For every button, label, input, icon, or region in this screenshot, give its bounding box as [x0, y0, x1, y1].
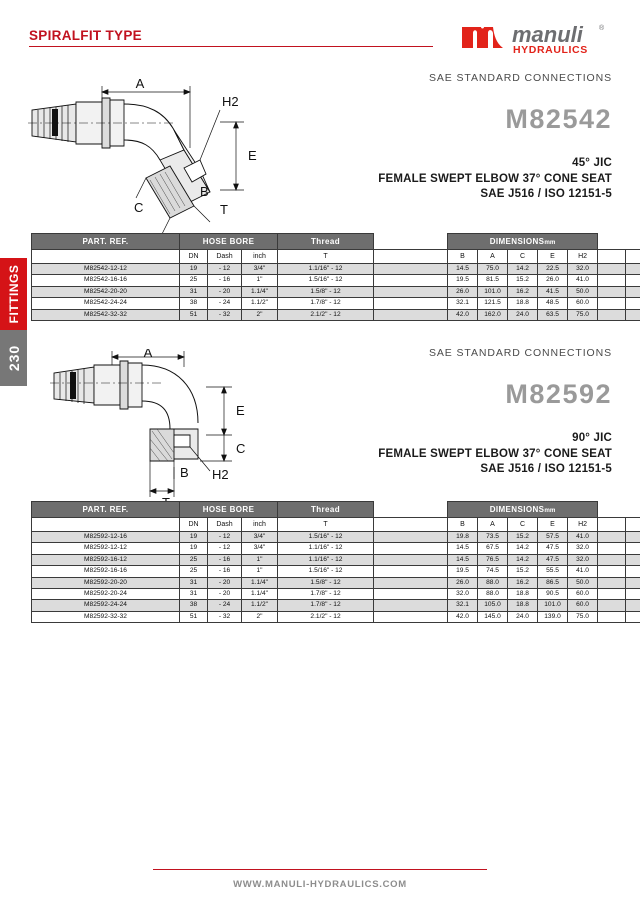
- subheader-t: T: [278, 250, 374, 264]
- cell-h2: 75.0: [568, 611, 598, 622]
- subheader-b: B: [448, 518, 478, 532]
- cell-inch: 1": [242, 275, 278, 286]
- subheader-dash: Dash: [208, 250, 242, 264]
- cell-t: 1.7/8" - 12: [278, 600, 374, 611]
- cell-inch: 1.1/4": [242, 286, 278, 297]
- cell-h2: 75.0: [568, 309, 598, 320]
- header-part-ref: PART. REF.: [32, 234, 180, 250]
- subheader-t: T: [278, 518, 374, 532]
- cell-c: 18.8: [508, 589, 538, 600]
- cell-dn: 25: [180, 554, 208, 565]
- cell-a: 121.5: [478, 298, 508, 309]
- cell-b: 32.0: [448, 589, 478, 600]
- header-dimensions-text: DIMENSIONS: [489, 505, 545, 514]
- cell-b: 19.5: [448, 275, 478, 286]
- table-group-header: [32, 234, 640, 250]
- cell-spacer: [374, 532, 448, 543]
- cell-c: 14.2: [508, 543, 538, 554]
- subheader-inch: inch: [242, 250, 278, 264]
- cell-spacer: [626, 577, 640, 588]
- cell-spacer: [374, 577, 448, 588]
- cell-inch: 1": [242, 566, 278, 577]
- cell-dn: 25: [180, 275, 208, 286]
- side-tab-category: [0, 258, 27, 330]
- cell-ref: M82592-16-16: [32, 566, 180, 577]
- cell-t: 1.5/16" - 12: [278, 566, 374, 577]
- page-title: SPIRALFIT TYPE: [29, 28, 142, 43]
- cell-a: 81.5: [478, 275, 508, 286]
- cell-spacer: [626, 543, 640, 554]
- cell-dn: 51: [180, 611, 208, 622]
- cell-spacer: [626, 566, 640, 577]
- cell-t: 1.5/8" - 12: [278, 577, 374, 588]
- logo-registered-mark: ®: [599, 25, 605, 32]
- table-row: [32, 566, 640, 577]
- side-tab-page-label: 230: [5, 344, 22, 372]
- cell-spacer: [598, 600, 626, 611]
- product-code: M82592: [505, 379, 612, 409]
- product-code: M82542: [505, 104, 612, 134]
- header-hose-bore: HOSE BORE: [180, 234, 278, 250]
- logo-subtitle: HYDRAULICS: [513, 44, 588, 56]
- subheader-gap: [374, 518, 448, 532]
- cell-dash: - 24: [208, 600, 242, 611]
- cell-inch: 3/4": [242, 264, 278, 275]
- subheader-inch: inch: [242, 518, 278, 532]
- cell-c: 15.2: [508, 566, 538, 577]
- table-row: [32, 298, 640, 309]
- cell-a: 67.5: [478, 543, 508, 554]
- header-spacer-right-2: [626, 502, 640, 518]
- cell-e: 41.5: [538, 286, 568, 297]
- subheader-extra-2: [626, 518, 640, 532]
- dim-label-e: E: [236, 403, 245, 418]
- cell-dn: 38: [180, 298, 208, 309]
- cell-e: 57.5: [538, 532, 568, 543]
- cell-c: 18.8: [508, 298, 538, 309]
- table-sub-header: [32, 250, 640, 264]
- cell-a: 74.5: [478, 566, 508, 577]
- dim-label-b: B: [180, 465, 189, 480]
- side-tab-category-label: FITTINGS: [6, 264, 21, 324]
- desc-line-2: FEMALE SWEPT ELBOW 37° CONE SEAT: [378, 447, 612, 460]
- cell-inch: 1.1/4": [242, 589, 278, 600]
- cell-b: 19.8: [448, 532, 478, 543]
- cell-dash: - 12: [208, 532, 242, 543]
- cell-e: 63.5: [538, 309, 568, 320]
- product-description: [282, 431, 612, 478]
- cell-t: 1.1/16" - 12: [278, 543, 374, 554]
- cell-c: 16.2: [508, 577, 538, 588]
- logo-wordmark: manuli: [512, 22, 583, 47]
- dim-label-c: C: [134, 200, 144, 215]
- cell-h2: 41.0: [568, 532, 598, 543]
- cell-spacer: [374, 554, 448, 565]
- cell-spacer: [598, 309, 626, 320]
- header-spacer-right-1: [598, 502, 626, 518]
- header-dimensions: [448, 234, 598, 250]
- subheader-a: A: [478, 250, 508, 264]
- cell-h2: 50.0: [568, 286, 598, 297]
- cell-dn: 31: [180, 286, 208, 297]
- cell-a: 162.0: [478, 309, 508, 320]
- cell-a: 88.0: [478, 577, 508, 588]
- table-row: [32, 611, 640, 622]
- table-row: [32, 554, 640, 565]
- table-row: [32, 589, 640, 600]
- subheader-blank: [32, 250, 180, 264]
- dim-label-h2: H2: [222, 94, 239, 109]
- cell-e: 101.0: [538, 600, 568, 611]
- cell-t: 2.1/2" - 12: [278, 309, 374, 320]
- cell-ref: M82592-12-12: [32, 543, 180, 554]
- header-spacer-right-2: [626, 234, 640, 250]
- cell-spacer: [374, 566, 448, 577]
- cell-dn: 51: [180, 309, 208, 320]
- cell-dash: - 16: [208, 275, 242, 286]
- cell-dn: 31: [180, 577, 208, 588]
- cell-spacer: [598, 611, 626, 622]
- dim-label-a: A: [143, 349, 153, 360]
- header-spacer: [374, 234, 448, 250]
- subheader-extra-1: [598, 250, 626, 264]
- cell-e: 47.5: [538, 554, 568, 565]
- dim-label-c: C: [236, 441, 246, 456]
- table-row: [32, 286, 640, 297]
- cell-t: 1.5/8" - 12: [278, 286, 374, 297]
- cell-c: 24.0: [508, 309, 538, 320]
- desc-line-2: FEMALE SWEPT ELBOW 37° CONE SEAT: [378, 172, 612, 185]
- subheader-c: C: [508, 518, 538, 532]
- cell-ref: M82592-12-16: [32, 532, 180, 543]
- cell-spacer: [598, 589, 626, 600]
- cell-b: 42.0: [448, 309, 478, 320]
- cell-spacer: [374, 611, 448, 622]
- cell-inch: 1.1/2": [242, 600, 278, 611]
- cell-b: 14.5: [448, 554, 478, 565]
- desc-line-3: SAE J516 / ISO 12151-5: [480, 188, 612, 200]
- footer-url: WWW.MANULI-HYDRAULICS.COM: [233, 879, 407, 890]
- header-dimensions-unit: mm: [544, 239, 556, 246]
- cell-e: 48.5: [538, 298, 568, 309]
- subheader-c: C: [508, 250, 538, 264]
- subheader-extra-2: [626, 250, 640, 264]
- cell-h2: 60.0: [568, 589, 598, 600]
- cell-ref: M82542-24-24: [32, 298, 180, 309]
- cell-spacer: [598, 543, 626, 554]
- cell-c: 15.2: [508, 275, 538, 286]
- subheader-extra-1: [598, 518, 626, 532]
- cell-dn: 19: [180, 532, 208, 543]
- cell-t: 1.1/16" - 12: [278, 554, 374, 565]
- subheader-h2: H2: [568, 518, 598, 532]
- cell-dash: - 32: [208, 309, 242, 320]
- cell-a: 105.0: [478, 600, 508, 611]
- desc-line-1: 45° JIC: [572, 157, 612, 169]
- cell-spacer: [626, 286, 640, 297]
- cell-spacer: [374, 298, 448, 309]
- cell-spacer: [598, 286, 626, 297]
- cell-h2: 41.0: [568, 566, 598, 577]
- table-sub-header: [32, 518, 640, 532]
- page-footer: [0, 869, 640, 905]
- cell-dash: - 20: [208, 577, 242, 588]
- header-thread: Thread: [278, 502, 374, 518]
- table-body-2: [32, 532, 640, 623]
- cell-ref: M82592-32-32: [32, 611, 180, 622]
- cell-spacer: [374, 286, 448, 297]
- cell-dn: 19: [180, 543, 208, 554]
- cell-c: 16.2: [508, 286, 538, 297]
- subheader-h2: H2: [568, 250, 598, 264]
- subheader-e: E: [538, 250, 568, 264]
- cell-e: 90.5: [538, 589, 568, 600]
- cell-b: 32.1: [448, 600, 478, 611]
- cell-e: 22.5: [538, 264, 568, 275]
- cell-b: 14.5: [448, 543, 478, 554]
- cell-t: 1.7/8" - 12: [278, 589, 374, 600]
- cell-t: 1.5/16" - 12: [278, 532, 374, 543]
- cell-spacer: [626, 275, 640, 286]
- cell-b: 26.0: [448, 577, 478, 588]
- header-dimensions: [448, 502, 598, 518]
- product-drawing-45deg: [24, 74, 286, 234]
- cell-spacer: [374, 264, 448, 275]
- cell-h2: 41.0: [568, 275, 598, 286]
- header-dimensions-text: DIMENSIONS: [489, 237, 545, 246]
- manuli-logo: [460, 17, 612, 57]
- cell-h2: 60.0: [568, 600, 598, 611]
- dim-label-e: E: [248, 148, 257, 163]
- cell-inch: 1.1/2": [242, 298, 278, 309]
- cell-a: 76.5: [478, 554, 508, 565]
- subheader-a: A: [478, 518, 508, 532]
- cell-dash: - 32: [208, 611, 242, 622]
- cell-spacer: [626, 309, 640, 320]
- product-drawing-90deg: [24, 349, 286, 509]
- sae-standard-line: SAE STANDARD CONNECTIONS: [428, 347, 612, 359]
- cell-a: 75.0: [478, 264, 508, 275]
- product-title-block-2: [282, 347, 612, 478]
- cell-spacer: [598, 566, 626, 577]
- header-part-ref: PART. REF.: [32, 502, 180, 518]
- cell-spacer: [374, 589, 448, 600]
- cell-dash: - 24: [208, 298, 242, 309]
- subheader-dn: DN: [180, 518, 208, 532]
- cell-dash: - 12: [208, 264, 242, 275]
- cell-dash: - 16: [208, 554, 242, 565]
- footer-divider: [153, 869, 487, 870]
- cell-spacer: [626, 264, 640, 275]
- cell-spacer: [598, 577, 626, 588]
- cell-spacer: [374, 275, 448, 286]
- subheader-e: E: [538, 518, 568, 532]
- cell-inch: 3/4": [242, 532, 278, 543]
- cell-dn: 31: [180, 589, 208, 600]
- cell-ref: M82592-16-12: [32, 554, 180, 565]
- cell-e: 55.5: [538, 566, 568, 577]
- cell-spacer: [598, 275, 626, 286]
- subheader-dash: Dash: [208, 518, 242, 532]
- cell-t: 1.5/16" - 12: [278, 275, 374, 286]
- cell-inch: 3/4": [242, 543, 278, 554]
- header-thread: Thread: [278, 234, 374, 250]
- cell-spacer: [626, 600, 640, 611]
- cell-inch: 2": [242, 309, 278, 320]
- cell-dn: 19: [180, 264, 208, 275]
- cell-spacer: [626, 298, 640, 309]
- product-title-block-1: [282, 72, 612, 203]
- subheader-blank: [32, 518, 180, 532]
- cell-dash: - 12: [208, 543, 242, 554]
- cell-c: 15.2: [508, 532, 538, 543]
- cell-b: 19.5: [448, 566, 478, 577]
- cell-ref: M82592-24-24: [32, 600, 180, 611]
- cell-h2: 60.0: [568, 298, 598, 309]
- cell-spacer: [598, 554, 626, 565]
- cell-ref: M82542-16-16: [32, 275, 180, 286]
- cell-e: 86.5: [538, 577, 568, 588]
- dim-label-b: B: [200, 184, 209, 199]
- cell-a: 101.0: [478, 286, 508, 297]
- cell-spacer: [626, 532, 640, 543]
- cell-c: 14.2: [508, 554, 538, 565]
- cell-ref: M82542-12-12: [32, 264, 180, 275]
- cell-e: 139.0: [538, 611, 568, 622]
- subheader-dn: DN: [180, 250, 208, 264]
- cell-inch: 2": [242, 611, 278, 622]
- cell-t: 2.1/2" - 12: [278, 611, 374, 622]
- logo-m-mark: [462, 27, 503, 48]
- product-description: [282, 156, 612, 203]
- table-row: [32, 309, 640, 320]
- subheader-gap: [374, 250, 448, 264]
- cell-b: 26.0: [448, 286, 478, 297]
- cell-a: 145.0: [478, 611, 508, 622]
- cell-spacer: [626, 554, 640, 565]
- subheader-b: B: [448, 250, 478, 264]
- side-tab: [0, 258, 27, 386]
- cell-dn: 38: [180, 600, 208, 611]
- header-dimensions-unit: mm: [544, 507, 556, 514]
- cell-spacer: [374, 600, 448, 611]
- page-header: [0, 0, 640, 68]
- cell-ref: M82542-20-20: [32, 286, 180, 297]
- cell-c: 18.8: [508, 600, 538, 611]
- dim-label-h2: H2: [212, 467, 229, 482]
- spec-table-m82542: [31, 233, 640, 321]
- cell-t: 1.7/8" - 12: [278, 298, 374, 309]
- header-spacer: [374, 502, 448, 518]
- cell-ref: M82592-20-20: [32, 577, 180, 588]
- table-row: [32, 532, 640, 543]
- header-hose-bore: HOSE BORE: [180, 502, 278, 518]
- cell-a: 88.0: [478, 589, 508, 600]
- cell-b: 32.1: [448, 298, 478, 309]
- side-tab-page: [0, 330, 27, 386]
- cell-inch: 1": [242, 554, 278, 565]
- cell-c: 14.2: [508, 264, 538, 275]
- dim-label-a: A: [135, 76, 145, 91]
- sae-standard-line: SAE STANDARD CONNECTIONS: [428, 72, 612, 84]
- cell-inch: 1.1/4": [242, 577, 278, 588]
- spec-table-m82592: [31, 501, 640, 623]
- cell-spacer: [374, 309, 448, 320]
- cell-e: 47.5: [538, 543, 568, 554]
- cell-t: 1.1/16" - 12: [278, 264, 374, 275]
- cell-c: 24.0: [508, 611, 538, 622]
- desc-line-3: SAE J516 / ISO 12151-5: [480, 463, 612, 475]
- cell-spacer: [598, 264, 626, 275]
- cell-spacer: [626, 589, 640, 600]
- table-row: [32, 600, 640, 611]
- table-row: [32, 275, 640, 286]
- cell-dash: - 16: [208, 566, 242, 577]
- cell-e: 26.0: [538, 275, 568, 286]
- cell-dash: - 20: [208, 286, 242, 297]
- cell-a: 73.5: [478, 532, 508, 543]
- dim-label-t: T: [220, 202, 228, 217]
- cell-h2: 32.0: [568, 554, 598, 565]
- cell-spacer: [626, 611, 640, 622]
- cell-dn: 25: [180, 566, 208, 577]
- cell-spacer: [598, 298, 626, 309]
- table-row: [32, 264, 640, 275]
- cell-dash: - 20: [208, 589, 242, 600]
- header-spacer-right-1: [598, 234, 626, 250]
- cell-h2: 32.0: [568, 543, 598, 554]
- cell-b: 14.5: [448, 264, 478, 275]
- cell-b: 42.0: [448, 611, 478, 622]
- header-divider: [29, 46, 433, 47]
- cell-ref: M82542-32-32: [32, 309, 180, 320]
- table-row: [32, 543, 640, 554]
- cell-spacer: [374, 543, 448, 554]
- cell-h2: 32.0: [568, 264, 598, 275]
- cell-h2: 50.0: [568, 577, 598, 588]
- table-body-1: [32, 264, 640, 321]
- table-row: [32, 577, 640, 588]
- cell-spacer: [598, 532, 626, 543]
- table-group-header: [32, 502, 640, 518]
- desc-line-1: 90° JIC: [572, 432, 612, 444]
- cell-ref: M82592-20-24: [32, 589, 180, 600]
